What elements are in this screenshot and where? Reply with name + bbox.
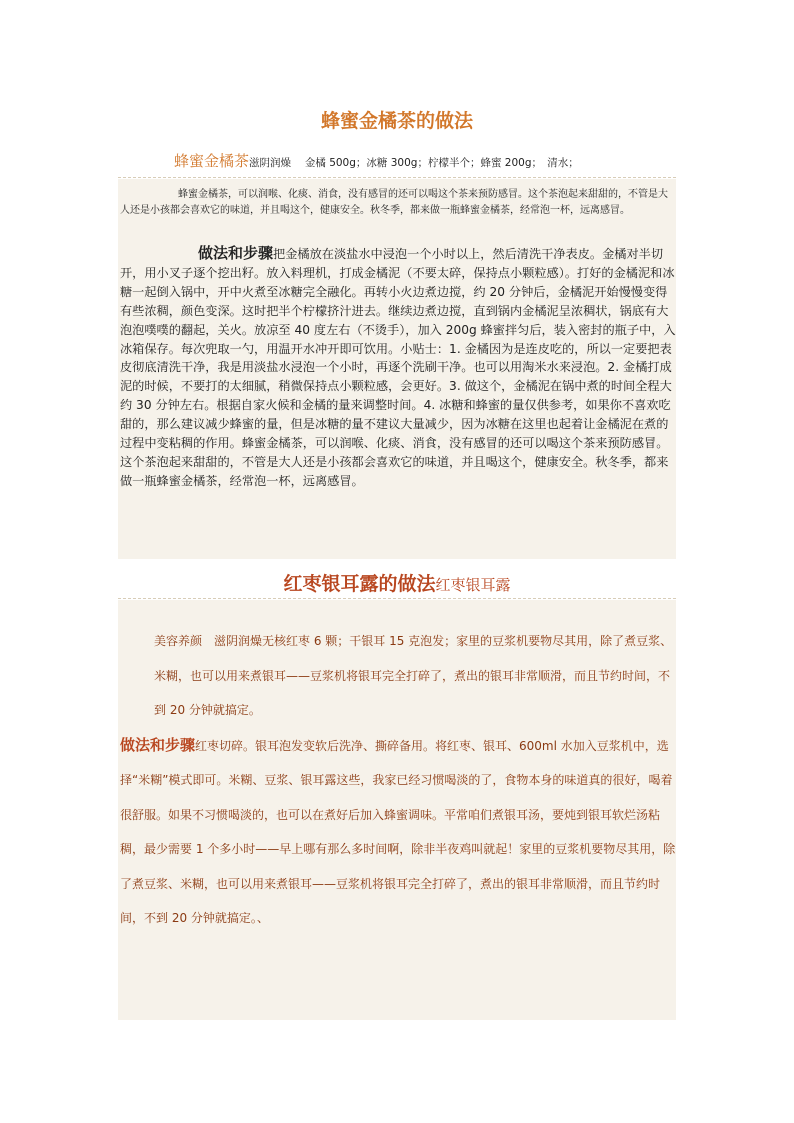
recipe1-name: 蜂蜜金橘茶 xyxy=(174,152,250,170)
recipe2-steps-heading: 做法和步骤 xyxy=(120,735,196,754)
recipe1-intro: 蜂蜜金橘茶，可以润喉、化痰、消食，没有感冒的还可以喝这个茶来预防感冒。这个茶泡起来甜甜的，不管是大人还是小孩都会喜欢它的味道，并且喝这个，健康安全。秋冬季，都来做一瓶蜂蜜金橘茶，经常泡一杯，远离感冒。 xyxy=(120,189,668,216)
recipe2-title: 红枣银耳露的做法 xyxy=(283,573,436,595)
recipe2-intro: 美容养颜 滋阴润燥无核红枣 6 颗；干银耳 15 克泡发；家里的豆浆机要物尽其用，除了煮豆浆、米糊，也可以用来煮银耳——豆浆机将银耳完全打碎了，煮出的银耳非常顺滑，而且节约时间，不到 20 分钟就搞定。 xyxy=(154,634,673,717)
recipe2-paragraph xyxy=(120,624,676,936)
recipe1-steps-heading: 做法和步骤 xyxy=(198,244,274,262)
recipe1-ingredients-line xyxy=(174,150,579,171)
recipe1-title: 蜂蜜金橘茶的做法 xyxy=(320,110,473,132)
recipe2-title-line xyxy=(0,569,794,596)
recipe1-divider xyxy=(118,177,676,178)
recipe1-steps-paragraph xyxy=(120,244,676,491)
recipe2-divider xyxy=(118,598,676,599)
recipe1-steps: 把金橘放在淡盐水中浸泡一个小时以上，然后清洗干净表皮。金橘对半切开，用小叉子逐个挖出籽。放入料理机，打成金橘泥（不要太碎，保持点小颗粒感）。打好的金橘泥和冰糖一起倒入锅中，开中火煮至冰糖完全融化。再转小火边煮边搅，约 20 分钟后，金橘泥开始慢慢变得有些浓稠，颜色变深。这时把半个柠檬挤汁进去。继续边煮边搅，直到锅内金橘泥呈浓稠状，锅底有大泡泡噗噗的翻起，关火。放凉至 40 度左右（不烫手），加入 200g 蜂蜜拌匀后，装入密封的瓶子中，入冰箱保存。每次兜取一勺，用温开水冲开即可饮用。小贴士：1. 金橘因为是连皮吃的，所以一定要把表皮彻底清洗干净，我是用淡盐水浸泡一个小时，再逐个洗刷干净。也可以用淘米水来浸泡。2. 金橘打成泥的时候，不要打的太细腻，稍微保持点小颗粒感，会更好。3. 做这个，金橘泥在锅中煮的时间全程大约 30 分钟左右。根据自家火候和金橘的量来调整时间。4. 冰糖和蜂蜜的量仅供参考，如果你不喜欢吃甜的，那么建议减少蜂蜜的量，但是冰糖的量不建议大量减少，因为冰糖在这里也起着让金橘泥在煮的过程中变粘稠的作用。蜂蜜金橘茶，可以润喉、化痰、消食，没有感冒的还可以喝这个茶来预防感冒。这个茶泡起来甜甜的，不管是大人还是小孩都会喜欢它的味道，并且喝这个，健康安全。秋冬季，都来做一瓶蜂蜜金橘茶，经常泡一杯，远离感冒。 xyxy=(120,247,676,488)
recipe2-steps: 红枣切碎。银耳泡发变软后洗净、撕碎备用。将红枣、银耳、600ml 水加入豆浆机中，选择“米糊”模式即可。米糊、豆浆、银耳露这些，我家已经习惯喝淡的了，食物本身的味道真的很好，喝着很舒服。如果不习惯喝淡的，也可以在煮好后加入蜂蜜调味。平常咱们煮银耳汤，要炖到银耳软烂汤粘稠，最少需要 1 个多小时——早上哪有那么多时间啊，除非半夜鸡叫就起！家里的豆浆机要物尽其用，除了煮豆浆、米糊，也可以用来煮银耳——豆浆机将银耳完全打碎了，煮出的银耳非常顺滑，而且节约时间，不到 20 分钟就搞定。、 xyxy=(120,738,676,925)
recipe1-ingredients: 滋阴润燥 金橘 500g；冰糖 300g；柠檬半个；蜂蜜 200g； 清水； xyxy=(249,157,579,169)
recipe2-title-small: 红枣银耳露 xyxy=(435,576,511,594)
